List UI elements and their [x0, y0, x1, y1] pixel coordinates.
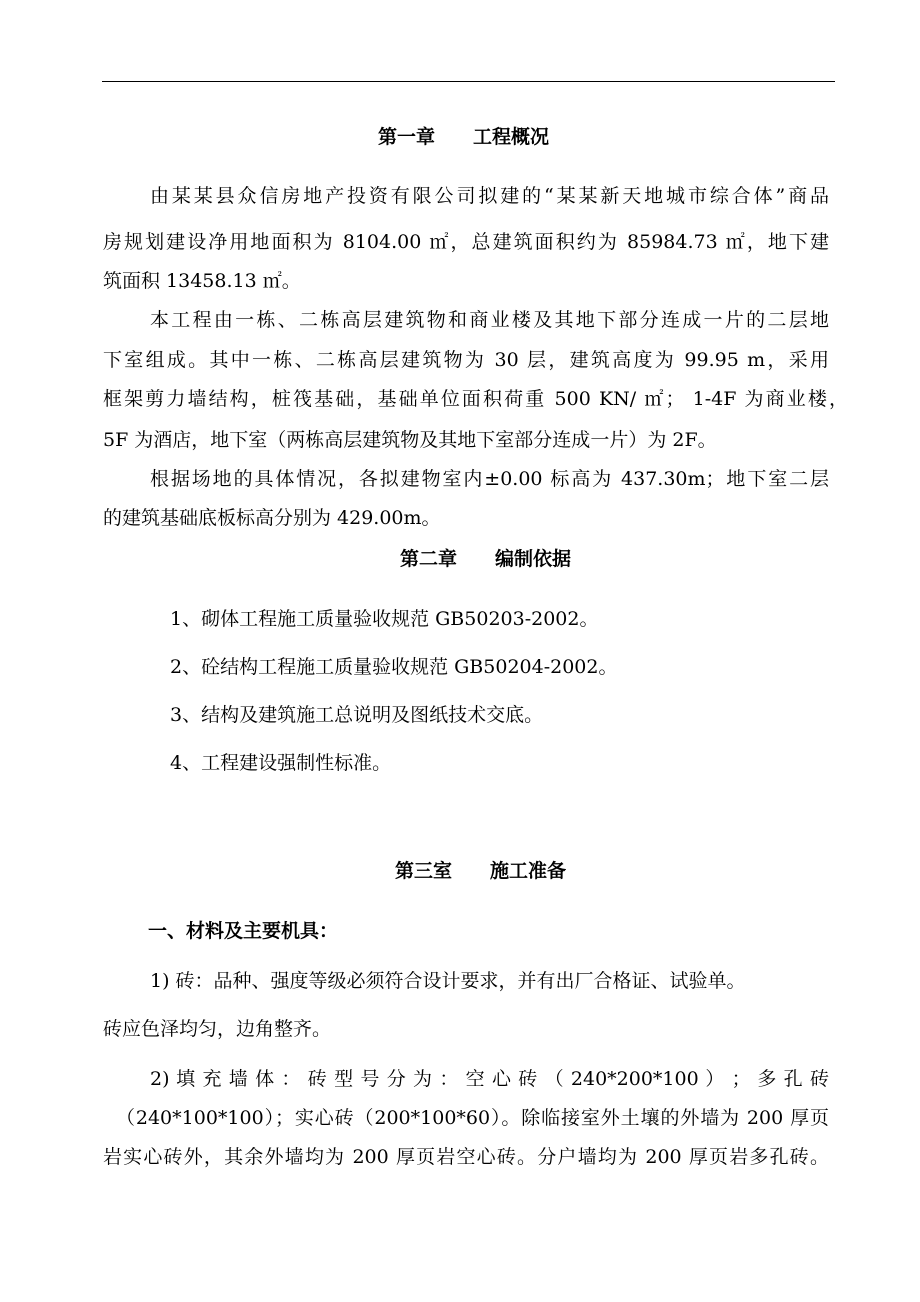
ch1-p2-line4: 5F 为酒店，地下室（两栋高层建筑物及其地下室部分连成一片）为 2F。 — [103, 429, 717, 451]
chapter-3-heading — [395, 858, 566, 884]
ch1-p1-line3: 筑面积 13458.13 ㎡。 — [103, 270, 301, 292]
chapter-3-title: 施工准备 — [490, 860, 567, 882]
ch1-p2-line2: 下室组成。其中一栋、二栋高层建筑物为 30 层，建筑高度为 99.95 m，采用 — [103, 349, 829, 371]
chapter-1-heading — [378, 124, 549, 150]
material-item-1-line2: 砖应色泽均匀，边角整齐。 — [103, 1018, 332, 1040]
ch1-p3-line2: 的建筑基础底板标高分别为 429.00m。 — [103, 507, 441, 529]
material-item-2-line1: 2) 填 充 墙 体 ： 砖 型 号 分 为 ： 空 心 砖 （ 240*200*100 ） ； 多 孔 砖 — [150, 1068, 829, 1090]
section-materials-heading: 一、材料及主要机具： — [148, 920, 339, 942]
chapter-1-number: 第一章 — [378, 126, 436, 148]
ch1-p1-line2: 房规划建设净用地面积为 8104.00 ㎡，总建筑面积约为 85984.73 ㎡，地下建 — [103, 231, 829, 253]
header-rule — [102, 81, 835, 82]
basis-item-3: 3、结构及建筑施工总说明及图纸技术交底。 — [170, 704, 544, 726]
chapter-1-title: 工程概况 — [473, 126, 550, 148]
chapter-3-number: 第三室 — [395, 860, 453, 882]
basis-item-2: 2、砼结构工程施工质量验收规范 GB50204-2002。 — [170, 656, 618, 678]
material-item-1-line1: 1) 砖：品种、强度等级必须符合设计要求，并有出厂合格证、试验单。 — [150, 970, 746, 992]
chapter-2-heading — [400, 546, 571, 572]
ch1-p3-line1: 根据场地的具体情况，各拟建物室内±0.00 标高为 437.30m；地下室二层 — [150, 468, 829, 490]
chapter-2-number: 第二章 — [400, 548, 458, 570]
basis-item-1: 1、砌体工程施工质量验收规范 GB50203-2002。 — [170, 608, 599, 630]
basis-item-4: 4、工程建设强制性标准。 — [170, 752, 392, 774]
material-item-2-line3: 岩实心砖外，其余外墙均为 200 厚页岩空心砖。分户墙均为 200 厚页岩多孔砖。 — [103, 1146, 829, 1168]
ch1-p2-line3: 框架剪力墙结构，桩筏基础，基础单位面积荷重 500 KN/ ㎡； 1-4F 为商业楼， — [103, 388, 848, 410]
material-item-2-line2: （240*100*100）；实心砖（200*100*60）。除临接室外土壤的外墙为 200 厚页 — [116, 1107, 829, 1129]
ch1-p1-line1: 由某某县众信房地产投资有限公司拟建的“某某新天地城市综合体”商品 — [150, 185, 829, 207]
ch1-p2-line1: 本工程由一栋、二栋高层建筑物和商业楼及其地下部分连成一片的二层地 — [150, 309, 829, 331]
chapter-2-title: 编制依据 — [495, 548, 572, 570]
